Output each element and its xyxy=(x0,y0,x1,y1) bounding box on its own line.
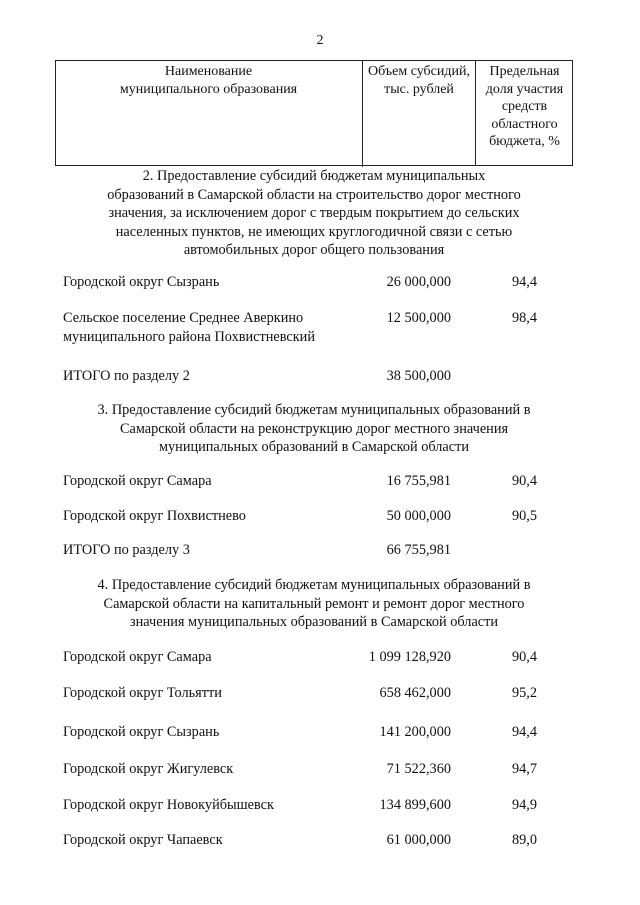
row-share: 94,4 xyxy=(511,724,537,740)
row-name: Городской округ Сызрань xyxy=(63,724,220,740)
row-share: 89,0 xyxy=(511,832,537,848)
row-share: 98,4 xyxy=(511,310,537,326)
table-row xyxy=(0,472,640,492)
table-row xyxy=(0,831,640,851)
row-name: Городской округ Похвистнево xyxy=(63,508,246,524)
row-share: 90,4 xyxy=(511,473,537,489)
table-row xyxy=(0,723,640,743)
table-row xyxy=(0,507,640,527)
row-amount: 12 500,000 xyxy=(386,310,451,326)
table-row-total xyxy=(0,367,640,387)
row-name: Городской округ Сызрань xyxy=(63,274,220,290)
header-municipality-name: Наименование муниципального образования xyxy=(119,64,298,97)
section-2-title: 2. Предоставление субсидий бюджетам муниципальных образований в Самарской области на строительство дорог местного значения, за исключением дорог с твердым покрытием до сельских населенных пунктов, не имеющих круглогодичной связи с сетью автомобильных дорог общего пользования xyxy=(107,168,521,258)
row-name: Городской округ Тольятти xyxy=(63,685,222,701)
row-share: 90,4 xyxy=(511,649,537,665)
header-subsidy-volume: Объем субсидий, тыс. рублей xyxy=(362,61,475,167)
row-amount: 61 000,000 xyxy=(386,832,451,848)
row-name: Городской округ Новокуйбышевск xyxy=(63,797,274,813)
row-name: Городской округ Самара xyxy=(63,473,212,489)
row-share: 90,5 xyxy=(511,508,537,524)
row-amount: 66 755,981 xyxy=(386,542,451,558)
row-amount: 16 755,981 xyxy=(386,473,451,489)
table-row xyxy=(0,648,640,668)
section-4-title: 4. Предоставление субсидий бюджетам муниципальных образований в Самарской области на капитальный ремонт и ремонт дорог местного значения муниципальных образований в Самарской области xyxy=(97,577,531,630)
row-amount: 1 099 128,920 xyxy=(368,649,451,665)
row-name: Городской округ Чапаевск xyxy=(63,832,223,848)
row-name: ИТОГО по разделу 3 xyxy=(63,542,190,558)
row-amount: 71 522,360 xyxy=(386,761,451,777)
row-amount: 50 000,000 xyxy=(386,508,451,524)
table-row xyxy=(0,309,640,349)
row-name: Городской округ Самара xyxy=(63,649,212,665)
row-amount: 658 462,000 xyxy=(379,685,451,701)
table-row xyxy=(0,760,640,780)
table-header xyxy=(55,60,573,166)
section-3-title: 3. Предоставление субсидий бюджетам муниципальных образований в Самарской области на реконструкцию дорог местного значения муниципальных образований в Самарской области xyxy=(97,402,531,455)
row-name: ИТОГО по разделу 2 xyxy=(63,368,190,384)
header-budget-share: Предельная доля участия средств областного бюджета, % xyxy=(475,61,573,165)
table-row xyxy=(0,273,640,293)
table-row xyxy=(0,796,640,816)
row-amount: 134 899,600 xyxy=(379,797,451,813)
row-share: 94,4 xyxy=(511,274,537,290)
row-name: Сельское поселение Среднее Аверкино муниципального района Похвистневский xyxy=(63,310,315,345)
table-row xyxy=(0,684,640,704)
row-amount: 26 000,000 xyxy=(386,274,451,290)
row-amount: 141 200,000 xyxy=(379,724,451,740)
row-amount: 38 500,000 xyxy=(386,368,451,384)
table-row-total xyxy=(0,541,640,561)
row-share: 94,9 xyxy=(511,797,537,813)
row-share: 95,2 xyxy=(511,685,537,701)
page-number: 2 xyxy=(316,33,324,48)
row-name: Городской округ Жигулевск xyxy=(63,761,234,777)
row-share: 94,7 xyxy=(511,761,537,777)
